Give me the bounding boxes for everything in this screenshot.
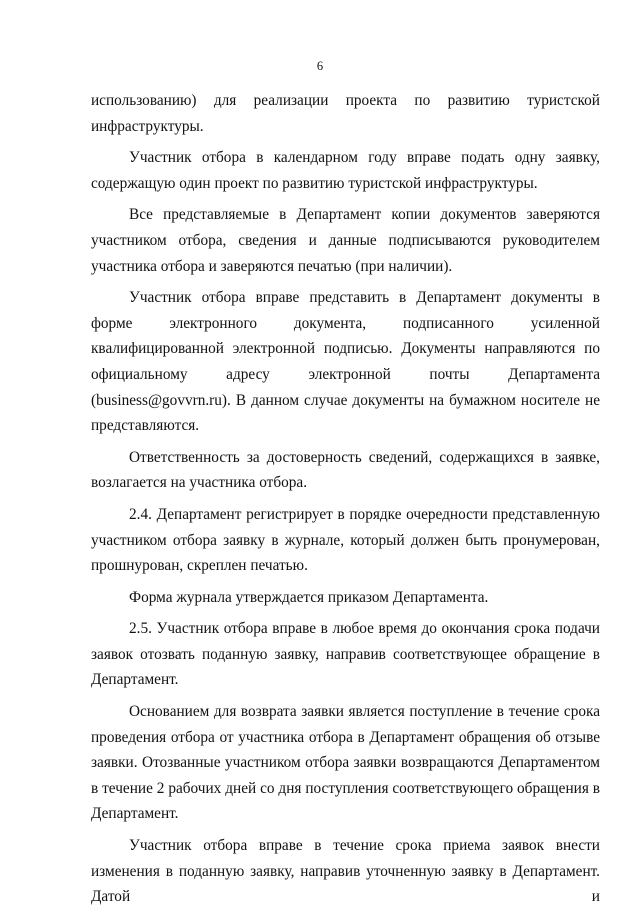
paragraph: 2.5. Участник отбора вправе в любое время до окончания срока подачи заявок отозвать поданную заявку, направив соответствующее обращение в Департамент. xyxy=(91,620,600,689)
document-body xyxy=(91,88,600,916)
paragraph: Участник отбора в календарном году вправе подать одну заявку, содержащую один проект по развитию туристской инфраструктуры. xyxy=(91,149,600,192)
paragraph: Все представляемые в Департамент копии документов заверяются участником отбора, сведения и данные подписываются руководителем участника отбора и заверяются печатью (при наличии). xyxy=(91,206,600,275)
paragraph: Форма журнала утверждается приказом Департамента. xyxy=(129,588,489,606)
paragraph: Ответственность за достоверность сведений, содержащихся в заявке, возлагается на участника отбора. xyxy=(91,448,600,492)
page-number: 6 xyxy=(316,59,324,73)
paragraph: использованию) для реализации проекта по развитию туристской инфраструктуры. xyxy=(91,92,600,135)
paragraph: Основанием для возврата заявки является поступление в течение срока проведения отбора от участника отбора в Департамент обращения об отзыве заявки. Отозванные участником отбора заявки возвращаются Департаментом в течение 2 рабочих дней со дня поступления соответствующего обращения в Департамент. xyxy=(91,703,600,823)
paragraph: 2.4. Департамент регистрирует в порядке очередности представленную участником отбора заявку в журнале, который должен быть пронумерован, прошнурован, скреплен печатью. xyxy=(91,505,600,575)
paragraph: Участник отбора вправе в течение срока приема заявок внести изменения в поданную заявку, направив уточненную заявку в Департамент. Датой и xyxy=(91,837,600,906)
paragraph: Участник отбора вправе представить в Департамент документы в форме электронного документа, подписанного усиленной квалифицированной электронной подписью. Документы направляются по официальному адресу электронной почты Департамента (business@govvrn.ru). В данном случае документы на бумажном носителе не представляются. xyxy=(91,289,600,435)
